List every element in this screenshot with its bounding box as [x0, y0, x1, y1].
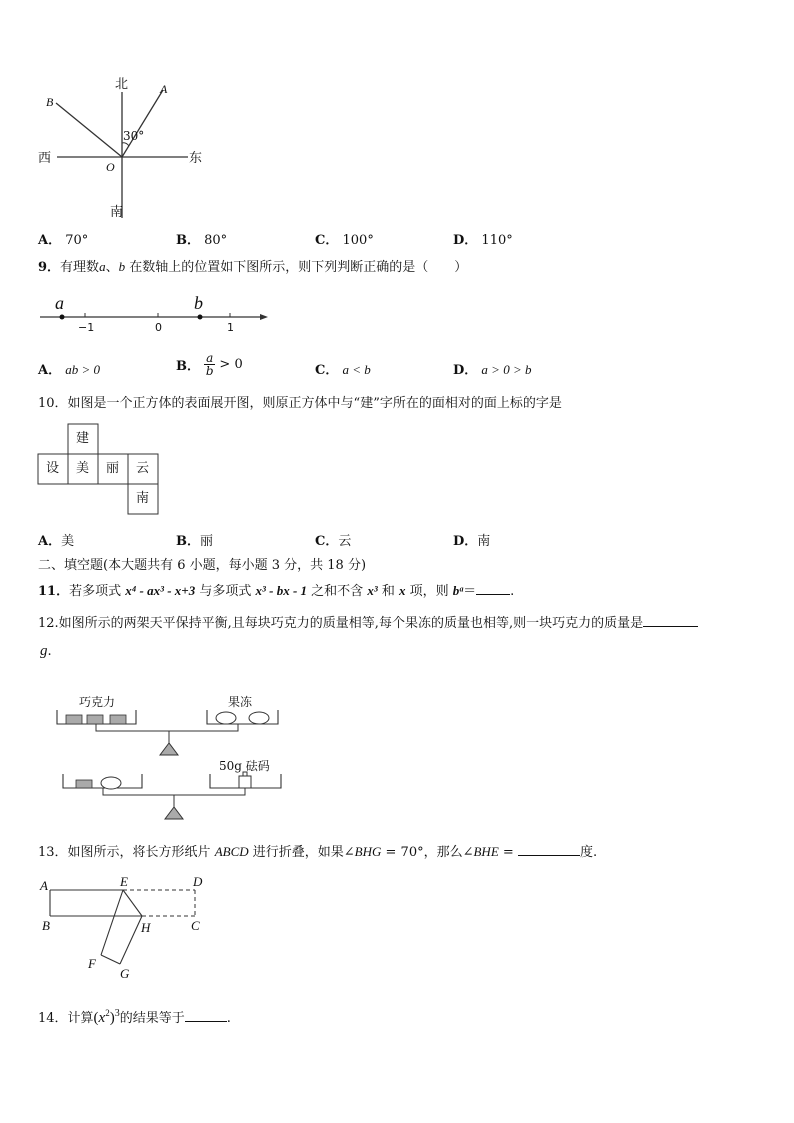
- fold-point-E: E: [120, 874, 128, 889]
- label-weight: 50g 砝码: [219, 759, 270, 773]
- compass-east: 东: [189, 151, 203, 166]
- fraction-numerator: a: [206, 351, 214, 365]
- q12-unit: [40, 642, 52, 661]
- stem-text: 的结果等于: [119, 1011, 185, 1026]
- answer-blank[interactable]: [643, 614, 698, 627]
- polynomial-2: x³ - bx - 1: [255, 583, 308, 598]
- compass-west: 西: [38, 151, 52, 166]
- compass-figure: [0, 0, 794, 230]
- option-letter: C．: [315, 233, 339, 248]
- term-x3: x³: [367, 583, 378, 598]
- q12-stem: [38, 614, 698, 633]
- balance-figure: [0, 688, 794, 828]
- fold-point-F: F: [88, 956, 96, 971]
- compass-angle: 30°: [123, 129, 145, 143]
- option-letter: B．: [176, 233, 200, 248]
- fold-point-H: H: [141, 920, 151, 935]
- q8-option-c: [315, 229, 374, 248]
- net-face-she: 设: [46, 461, 60, 476]
- axis-arrow: [260, 314, 268, 320]
- compass-label-O: O: [106, 160, 115, 174]
- net-face-yun: 云: [136, 461, 150, 476]
- ray-OB: [56, 103, 122, 157]
- tick-label-neg1: −1: [78, 321, 95, 334]
- compass-north: 北: [115, 77, 129, 92]
- option-letter: A．: [38, 534, 62, 549]
- option-text: 70°: [65, 233, 89, 248]
- question-number: 9．: [38, 260, 61, 275]
- fold-point-B: B: [42, 918, 50, 933]
- q9-option-d: [453, 359, 531, 378]
- q9-stem: [38, 258, 467, 277]
- q10-option-c: [315, 530, 351, 549]
- stem-text: 项，则: [405, 584, 453, 599]
- stem-end: .: [226, 1011, 231, 1026]
- stem-end: .: [510, 584, 515, 599]
- option-text: ab > 0: [65, 362, 101, 377]
- option-text: a > 0 > b: [481, 362, 532, 377]
- q14-stem: [38, 1004, 231, 1028]
- option-letter: A．: [38, 233, 62, 248]
- label-jelly: 果冻: [228, 695, 253, 709]
- power-expression: $(x^2)^3$: [93, 1008, 120, 1026]
- answer-blank[interactable]: [518, 843, 580, 856]
- term-b-pow-a: bᵃ: [452, 583, 464, 598]
- option-letter: B．: [176, 359, 200, 374]
- net-face-li: 丽: [106, 461, 120, 476]
- stem-text: 14．计算: [38, 1011, 94, 1026]
- compass-label-B: B: [46, 95, 54, 109]
- answer-blank[interactable]: [185, 1009, 227, 1022]
- answer-blank[interactable]: [476, 582, 510, 595]
- net-face-nan: 南: [136, 491, 150, 506]
- stem-text: 有理数: [60, 260, 100, 275]
- number-line: [0, 290, 794, 350]
- option-text: > 0: [215, 357, 243, 372]
- fold-point-A: A: [40, 878, 48, 893]
- fold-point-D: D: [193, 874, 203, 889]
- stem-text: 若多项式: [69, 584, 126, 599]
- stem-text: 12.如图所示的两架天平保持平衡,且每块巧克力的质量相等,每个果冻的质量也相等,则一块巧克力的质量是: [38, 616, 644, 631]
- angle-bhg: BHG: [354, 844, 382, 859]
- option-text: 云: [338, 534, 352, 549]
- stem-text: 在数轴上的位置如下图所示，则下列判断正确的是（ ）: [125, 260, 468, 275]
- option-letter: C．: [315, 363, 339, 378]
- q8-option-d: [453, 229, 513, 248]
- tick-label-0: 0: [155, 321, 162, 334]
- q8-option-b: [176, 229, 227, 248]
- fold-point-C: C: [191, 918, 200, 933]
- numline-a-label: a: [55, 293, 64, 313]
- polynomial-1: x⁴ - ax³ - x+3: [125, 583, 196, 598]
- option-text: 100°: [342, 233, 374, 248]
- option-letter: A．: [38, 363, 62, 378]
- option-text: 110°: [481, 233, 513, 248]
- option-letter: B．: [176, 534, 200, 549]
- net-face-jian: 建: [76, 431, 90, 446]
- q10-stem: 10．如图是一个正方体的表面展开图，则原正方体中与“建”字所在的面相对的面上标的字是: [38, 396, 562, 411]
- stem-end: .: [47, 644, 52, 659]
- q10-option-a: [38, 530, 74, 549]
- compass-label-A: A: [160, 82, 168, 96]
- stem-text: =: [498, 845, 518, 860]
- compass-south: 南: [110, 205, 124, 220]
- section-heading: 二、填空题(本大题共有 6 小题，每小题 3 分，共 18 分): [38, 558, 367, 573]
- stem-text: 和: [377, 584, 399, 599]
- tick-label-1: 1: [227, 321, 234, 334]
- stem-text: 进行折叠，如果∠: [248, 845, 355, 860]
- option-text: a < b: [342, 362, 371, 377]
- numline-b-label: b: [194, 293, 203, 313]
- stem-text: 之和不含: [307, 584, 368, 599]
- var-b: b: [118, 259, 126, 274]
- rect-abcd: ABCD: [214, 844, 249, 859]
- point-a: [60, 315, 65, 320]
- q9-option-b: [176, 352, 243, 377]
- stem-text: 与多项式: [195, 584, 256, 599]
- option-letter: D．: [453, 233, 478, 248]
- fraction-a-over-b: [204, 352, 215, 377]
- q13-stem: [38, 843, 597, 862]
- cube-net: [0, 424, 794, 524]
- stem-text: 13．如图所示，将长方形纸片: [38, 845, 215, 860]
- question-number: 11．: [38, 584, 70, 599]
- ray-OA: [122, 90, 163, 157]
- q11-stem: [38, 582, 514, 601]
- q10-option-d: [453, 530, 490, 549]
- stem-text: 度.: [579, 845, 598, 860]
- angle-bhe: BHE: [473, 844, 499, 859]
- option-letter: C．: [315, 534, 339, 549]
- q9-option-c: [315, 359, 371, 378]
- point-b: [198, 315, 203, 320]
- net-face-mei: 美: [76, 461, 90, 476]
- option-letter: D．: [453, 363, 478, 378]
- stem-text: = 70°，那么∠: [381, 845, 474, 860]
- q8-option-a: [38, 229, 88, 248]
- label-chocolate: 巧克力: [79, 695, 116, 709]
- fraction-denominator: b: [205, 364, 214, 378]
- option-text: 80°: [204, 233, 228, 248]
- option-text: 南: [477, 534, 491, 549]
- option-letter: D．: [453, 534, 478, 549]
- q10-option-b: [176, 530, 213, 549]
- var-a: a: [99, 259, 106, 274]
- option-text: 丽: [200, 534, 214, 549]
- unit-g: g: [40, 643, 48, 659]
- fold-point-G: G: [120, 966, 130, 981]
- q9-option-a: [38, 359, 100, 378]
- stem-sep: 、: [105, 260, 119, 275]
- term-x: x: [398, 583, 406, 598]
- option-text: 美: [61, 534, 75, 549]
- stem-text: ＝: [463, 584, 477, 599]
